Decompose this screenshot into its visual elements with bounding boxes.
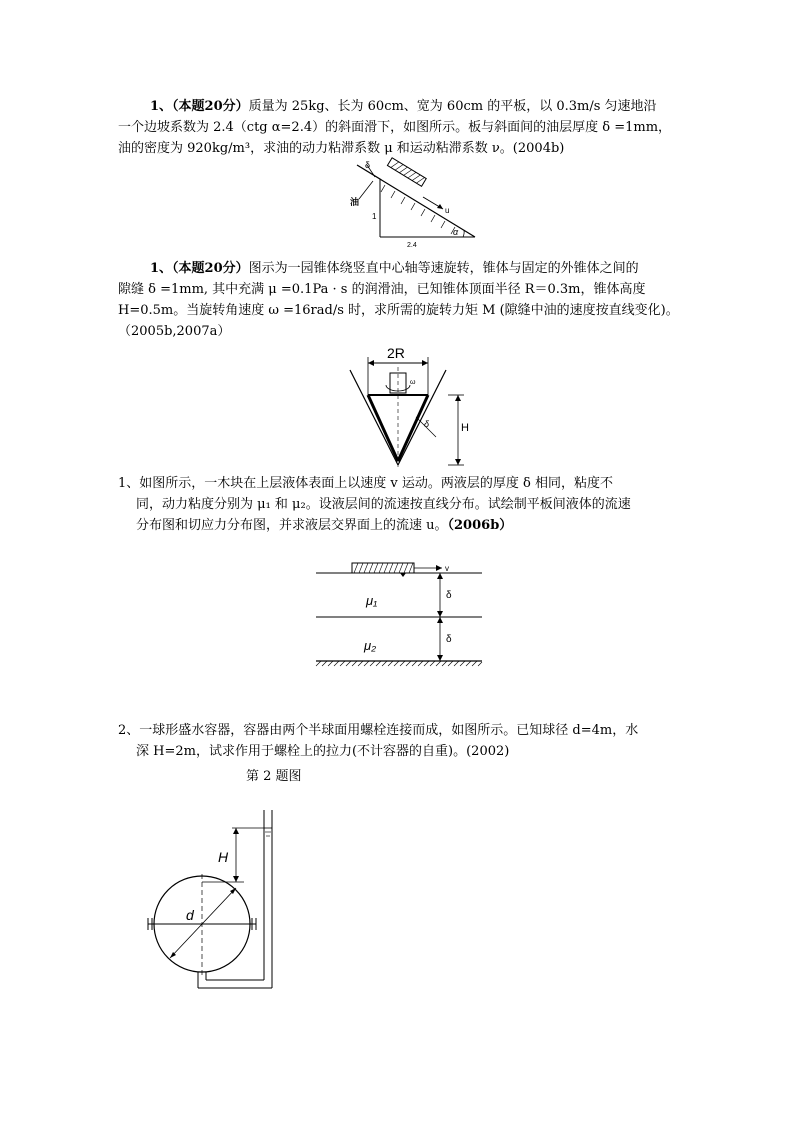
figure-two-layers bbox=[314, 560, 484, 675]
problem-2-line-4: （2005b,2007a） bbox=[118, 324, 231, 339]
problem-3-number: 1、 bbox=[118, 476, 140, 491]
figure-2-caption: 第 2 题图 bbox=[246, 769, 302, 784]
problem-2-line-3: H=0.5m。当旋转角速度 ω =16rad/s 时，求所需的旋转力矩 M (隙缝中油的速度按直线变化)。 bbox=[118, 303, 679, 318]
problem-3-line-3: 分布图和切应力分布图，并求液层交界面上的流速 u。 bbox=[136, 518, 448, 533]
label-delta: δ bbox=[365, 160, 371, 170]
problem-3-line-1: 如图所示，一木块在上层液体表面上以速度 v 运动。两液层的厚度 δ 相同，粘度不 bbox=[139, 476, 613, 491]
figure-inclined-plate bbox=[345, 155, 485, 247]
problem-4-line-1: 一球形盛水容器，容器由两个半球面用螺栓连接而成，如图所示。已知球径 d=4m，水 bbox=[139, 723, 639, 738]
problem-1-line-3: 油的密度为 920kg/m³，求油的动力粘滞系数 μ 和运动粘滞系数 ν。(2004b) bbox=[118, 141, 565, 156]
label-mu1: μ₁ bbox=[366, 593, 378, 608]
problem-1-tag: （本题20分） bbox=[172, 99, 249, 114]
figure-cone bbox=[330, 345, 490, 467]
problem-2-tag: （本题20分） bbox=[172, 261, 249, 276]
label-u: u bbox=[445, 206, 450, 215]
problem-1-line-1: 质量为 25kg、长为 60cm、宽为 60cm 的平板，以 0.3m/s 匀速地沿 bbox=[248, 99, 657, 114]
problem-2-number: 1、 bbox=[150, 261, 173, 276]
problem-4-text bbox=[118, 720, 718, 762]
problem-2-line-2: 隙缝 δ =1mm, 其中充满 μ =0.1Pa · s 的润滑油，已知锥体顶面半径 R＝0.3m，锥体高度 bbox=[118, 282, 646, 297]
label-H-sphere: H bbox=[218, 849, 229, 865]
label-alpha: α bbox=[453, 227, 459, 237]
problem-1-text bbox=[118, 96, 698, 159]
label-v: v bbox=[445, 564, 449, 573]
label-delta-2: δ bbox=[446, 634, 452, 645]
problem-2-line-1: 图示为一园锥体绕竖直中心轴等速旋转，锥体与固定的外锥体之间的 bbox=[248, 261, 639, 276]
figure-sphere-container bbox=[140, 800, 290, 995]
label-delta-1: δ bbox=[446, 590, 452, 601]
label-d: d bbox=[186, 907, 194, 923]
label-delta-cone: δ bbox=[424, 419, 430, 429]
problem-3-text bbox=[118, 473, 718, 536]
problem-2-text bbox=[118, 258, 698, 342]
problem-4-number: 2、 bbox=[118, 723, 140, 738]
label-omega: ω bbox=[410, 379, 416, 386]
problem-3-year: （2006b） bbox=[447, 518, 513, 533]
label-base: 2.4 bbox=[407, 242, 417, 247]
problem-3-line-2: 同，动力粘度分别为 μ₁ 和 μ₂。设液层间的流速按直线分布。试绘制平板间液体的流速 bbox=[136, 497, 631, 512]
problem-1-line-2: 一个边坡系数为 2.4（ctg α=2.4）的斜面滑下，如图所示。板与斜面间的油层厚度 δ =1mm， bbox=[118, 120, 672, 135]
problem-1-number: 1、 bbox=[150, 99, 173, 114]
problem-4-line-2: 深 H=2m，试求作用于螺栓上的拉力(不计容器的自重)。(2002) bbox=[136, 744, 510, 759]
label-2R: 2R bbox=[387, 345, 405, 361]
label-one: 1 bbox=[372, 212, 377, 221]
label-H: H bbox=[461, 422, 469, 434]
label-oil: 油 bbox=[350, 197, 360, 207]
label-mu2: μ₂ bbox=[364, 638, 377, 653]
